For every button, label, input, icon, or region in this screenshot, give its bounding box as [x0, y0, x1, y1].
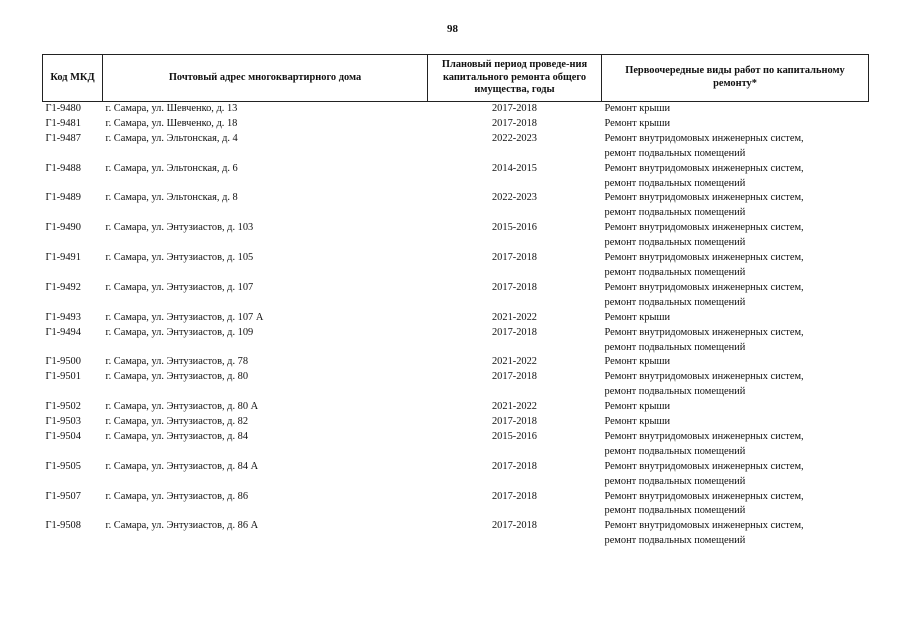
repair-period: 2015-2016: [491, 222, 538, 234]
repair-works: [602, 415, 869, 430]
postal-address: г. Самара, ул. Энтузиастов, д. 80 А: [105, 401, 259, 413]
repair-works-line: ремонт подвальных помещений: [604, 266, 746, 278]
repair-period: 2017-2018: [491, 416, 538, 428]
repair-works-line: Ремонт внутридомовых инженерных систем,: [604, 326, 804, 338]
mkd-code: Г1-9492: [45, 281, 81, 293]
repair-works: [602, 281, 869, 311]
header-works: Первоочередные виды работ по капитальному ремонту*: [602, 55, 869, 102]
mkd-code: Г1-9491: [45, 252, 81, 264]
mkd-code: Г1-9500: [45, 356, 81, 368]
repair-works: [602, 191, 869, 221]
table-row: [43, 117, 869, 132]
repair-period: 2022-2023: [491, 192, 538, 204]
table-row: [43, 490, 869, 520]
table-row: [43, 191, 869, 221]
postal-address: г. Самара, ул. Энтузиастов, д. 84: [105, 430, 249, 442]
table-body: [43, 102, 869, 550]
table-row: [43, 251, 869, 281]
mkd-code: Г1-9505: [45, 460, 81, 472]
repair-works-line: ремонт подвальных помещений: [604, 296, 746, 308]
postal-address: г. Самара, ул. Энтузиастов, д. 78: [105, 356, 249, 368]
repair-works-line: Ремонт крыши: [604, 117, 671, 129]
table-row: [43, 102, 869, 117]
table-row: [43, 311, 869, 326]
repair-period: 2017-2018: [491, 460, 538, 472]
repair-works: [602, 355, 869, 370]
mkd-code: Г1-9508: [45, 520, 81, 532]
repair-works-line: Ремонт крыши: [604, 356, 671, 368]
mkd-code: Г1-9493: [45, 311, 81, 323]
table-row: [43, 162, 869, 192]
header-period: Плановый период проведе-ния капитального ремонта общего имущества, годы: [428, 55, 602, 102]
repair-works-line: Ремонт внутридомовых инженерных систем,: [604, 252, 804, 264]
repair-works: [602, 460, 869, 490]
postal-address: г. Самара, ул. Энтузиастов, д. 107 А: [105, 311, 264, 323]
repair-works-line: ремонт подвальных помещений: [604, 147, 746, 159]
table-row: [43, 355, 869, 370]
mkd-code: Г1-9490: [45, 222, 81, 234]
repair-works: [602, 117, 869, 132]
repair-works-line: ремонт подвальных помещений: [604, 535, 746, 547]
page-number: 98: [447, 23, 458, 35]
postal-address: г. Самара, ул. Энтузиастов, д. 86 А: [105, 520, 259, 532]
repair-works: [602, 132, 869, 162]
repair-works: [602, 430, 869, 460]
repair-works: [602, 102, 869, 117]
repair-works-line: Ремонт внутридомовых инженерных систем,: [604, 490, 804, 502]
repair-works-line: ремонт подвальных помещений: [604, 445, 746, 457]
repair-period: 2021-2022: [491, 356, 538, 368]
repair-works: [602, 311, 869, 326]
postal-address: г. Самара, ул. Энтузиастов, д. 86: [105, 490, 249, 502]
repair-works: [602, 519, 869, 549]
table-row: [43, 400, 869, 415]
repair-works-line: ремонт подвальных помещений: [604, 386, 746, 398]
postal-address: г. Самара, ул. Энтузиастов, д. 82: [105, 416, 249, 428]
repair-period: 2021-2022: [491, 401, 538, 413]
table-row: [43, 519, 869, 549]
postal-address: г. Самара, ул. Эльтонская, д. 8: [105, 192, 238, 204]
repair-works-line: Ремонт крыши: [604, 103, 671, 114]
postal-address: г. Самара, ул. Шевченко, д. 13: [105, 103, 238, 114]
table-row: [43, 281, 869, 311]
postal-address: г. Самара, ул. Шевченко, д. 18: [105, 117, 238, 129]
mkd-code: Г1-9480: [45, 103, 81, 114]
repair-works: [602, 251, 869, 281]
repair-works: [602, 221, 869, 251]
repair-works-line: Ремонт внутридомовых инженерных систем,: [604, 281, 804, 293]
repair-works-line: ремонт подвальных помещений: [604, 341, 746, 353]
table-row: [43, 326, 869, 356]
repair-works-line: Ремонт внутридомовых инженерных систем,: [604, 430, 804, 442]
mkd-code: Г1-9502: [45, 401, 81, 413]
repair-works-line: Ремонт внутридомовых инженерных систем,: [604, 371, 804, 383]
table-row: [43, 460, 869, 490]
header-code: Код МКД: [43, 55, 103, 102]
repair-period: 2017-2018: [491, 103, 538, 114]
postal-address: г. Самара, ул. Энтузиастов, д. 80: [105, 371, 249, 383]
postal-address: г. Самара, ул. Энтузиастов, д. 84 А: [105, 460, 259, 472]
repair-works-line: ремонт подвальных помещений: [604, 237, 746, 249]
repair-works-line: ремонт подвальных помещений: [604, 475, 746, 487]
repair-works-line: Ремонт внутридомовых инженерных систем,: [604, 520, 804, 532]
mkd-code: Г1-9503: [45, 416, 81, 428]
repair-period: 2017-2018: [491, 490, 538, 502]
mkd-code: Г1-9489: [45, 192, 81, 204]
repair-period: 2015-2016: [491, 430, 538, 442]
table-row: [43, 221, 869, 251]
table-row: [43, 370, 869, 400]
repair-works-line: Ремонт внутридомовых инженерных систем,: [604, 192, 804, 204]
mkd-code: Г1-9494: [45, 326, 81, 338]
repair-works-line: Ремонт внутридомовых инженерных систем,: [604, 460, 804, 472]
repair-works-line: Ремонт внутридомовых инженерных систем,: [604, 132, 804, 144]
mkd-code: Г1-9501: [45, 371, 81, 383]
repair-period: 2017-2018: [491, 281, 538, 293]
postal-address: г. Самара, ул. Энтузиастов, д. 103: [105, 222, 254, 234]
repair-period: 2017-2018: [491, 371, 538, 383]
repair-period: 2022-2023: [491, 132, 538, 144]
header-address: Почтовый адрес многоквартирного дома: [103, 55, 428, 102]
repair-works: [602, 370, 869, 400]
repair-works: [602, 400, 869, 415]
repair-period: 2017-2018: [491, 326, 538, 338]
repair-works-line: Ремонт внутридомовых инженерных систем,: [604, 162, 804, 174]
mkd-code: Г1-9504: [45, 430, 81, 442]
repair-period: 2014-2015: [491, 162, 538, 174]
mkd-code: Г1-9481: [45, 117, 81, 129]
mkd-code: Г1-9507: [45, 490, 81, 502]
capital-repair-table: [42, 54, 869, 549]
repair-works: [602, 162, 869, 192]
repair-works-line: Ремонт крыши: [604, 311, 671, 323]
postal-address: г. Самара, ул. Энтузиастов, д. 107: [105, 281, 254, 293]
repair-works: [602, 326, 869, 356]
header-row: [43, 55, 869, 102]
repair-works-line: ремонт подвальных помещений: [604, 207, 746, 219]
repair-works-line: ремонт подвальных помещений: [604, 505, 746, 517]
table-header: [43, 55, 869, 102]
repair-works-line: ремонт подвальных помещений: [604, 177, 746, 189]
postal-address: г. Самара, ул. Энтузиастов, д. 109: [105, 326, 254, 338]
repair-period: 2017-2018: [491, 520, 538, 532]
postal-address: г. Самара, ул. Энтузиастов, д. 105: [105, 252, 254, 264]
table-row: [43, 430, 869, 460]
repair-period: 2021-2022: [491, 311, 538, 323]
table-row: [43, 415, 869, 430]
repair-period: 2017-2018: [491, 252, 538, 264]
repair-works-line: Ремонт внутридомовых инженерных систем,: [604, 222, 804, 234]
postal-address: г. Самара, ул. Эльтонская, д. 4: [105, 132, 238, 144]
postal-address: г. Самара, ул. Эльтонская, д. 6: [105, 162, 238, 174]
repair-works-line: Ремонт крыши: [604, 416, 671, 428]
repair-works: [602, 490, 869, 520]
mkd-code: Г1-9488: [45, 162, 81, 174]
repair-period: 2017-2018: [491, 117, 538, 129]
repair-works-line: Ремонт крыши: [604, 401, 671, 413]
table-row: [43, 132, 869, 162]
mkd-code: Г1-9487: [45, 132, 81, 144]
